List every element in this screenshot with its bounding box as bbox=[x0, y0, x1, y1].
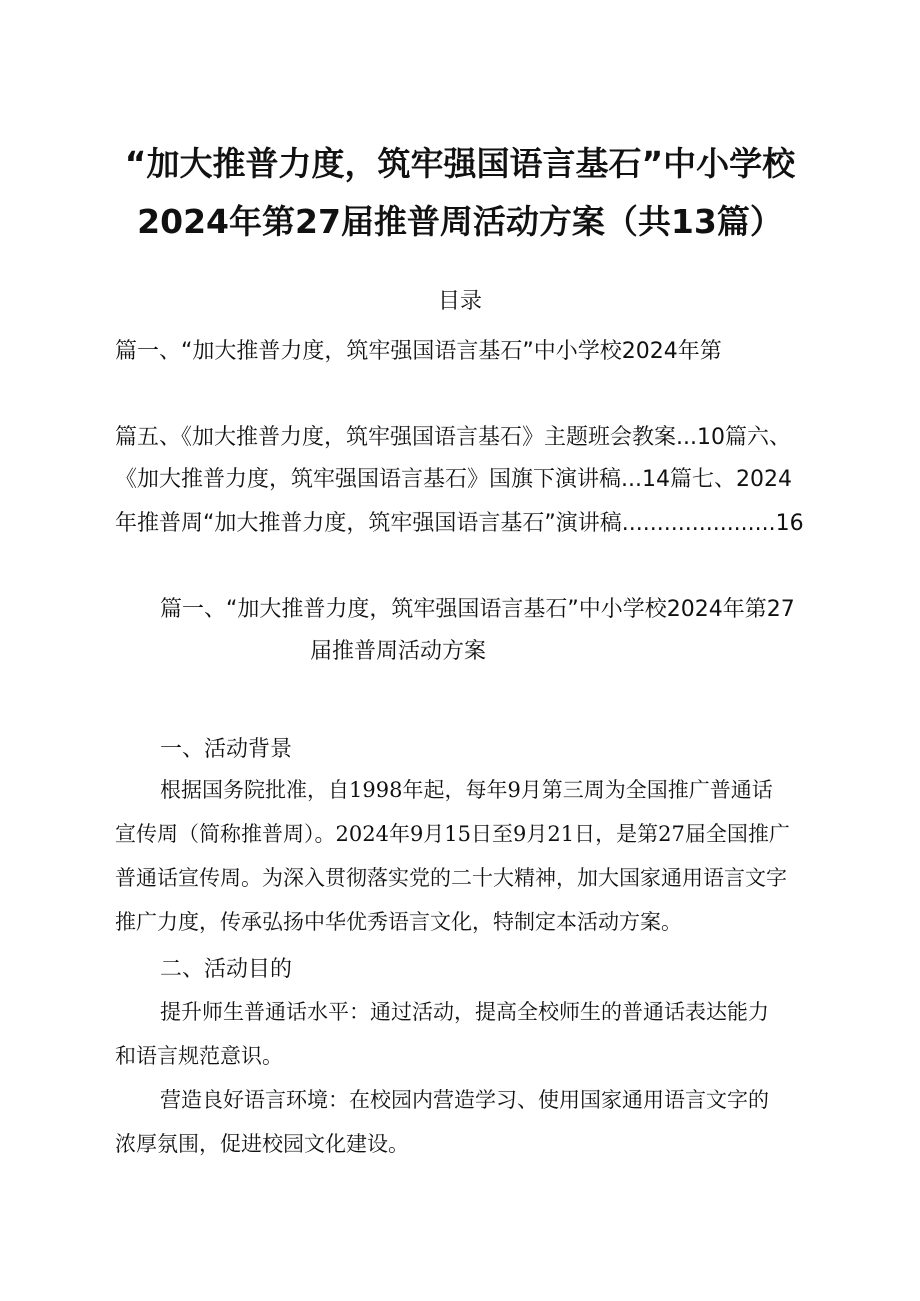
section-title-line-2: 届推普周活动方案 bbox=[310, 639, 487, 664]
document-title-line-2: 2024年第27届推普周活动方案（共13篇） bbox=[137, 202, 783, 241]
paragraph-line: 提升师生普通话水平：通过活动，提高全校师生的普通话表达能力 bbox=[160, 1000, 769, 1024]
document-title-line-1: “加大推普力度，筑牢强国语言基石”中小学校 bbox=[124, 144, 796, 183]
heading-activity-purpose: 二、活动目的 bbox=[160, 957, 293, 982]
paragraph-line: 普通话宣传周。为深入贯彻落实党的二十大精神，加大国家通用语言文字 bbox=[115, 866, 787, 890]
toc-line[interactable]: 篇一、“加大推普力度，筑牢强国语言基石”中小学校2024年第 bbox=[115, 339, 722, 364]
paragraph-line: 宣传周（简称推普周）。2024年9月15日至9月21日，是第27届全国推广 bbox=[115, 822, 790, 846]
toc-line[interactable]: 篇五、《加大推普力度，筑牢强国语言基石》主题班会教案...10篇六、 bbox=[115, 425, 791, 450]
paragraph-line: 推广力度，传承弘扬中华优秀语言文化，特制定本活动方案。 bbox=[115, 910, 682, 934]
paragraph-line: 浓厚氛围，促进校园文化建设。 bbox=[115, 1132, 409, 1156]
section-title-line-1: 篇一、“加大推普力度，筑牢强国语言基石”中小学校2024年第27 bbox=[160, 597, 795, 622]
paragraph-line: 营造良好语言环境：在校园内营造学习、使用国家通用语言文字的 bbox=[160, 1088, 769, 1112]
toc-line[interactable]: 《加大推普力度，筑牢强国语言基石》国旗下演讲稿...14篇七、2024 bbox=[115, 467, 792, 492]
toc-heading: 目录 bbox=[437, 289, 482, 314]
paragraph-line: 和语言规范意识。 bbox=[115, 1044, 283, 1068]
heading-activity-background: 一、活动背景 bbox=[160, 737, 293, 762]
paragraph-line: 根据国务院批准，自1998年起，每年9月第三周为全国推广普通话 bbox=[160, 778, 773, 802]
toc-line[interactable]: 年推普周“加大推普力度，筑牢强国语言基石”演讲稿......................16 bbox=[115, 511, 804, 536]
